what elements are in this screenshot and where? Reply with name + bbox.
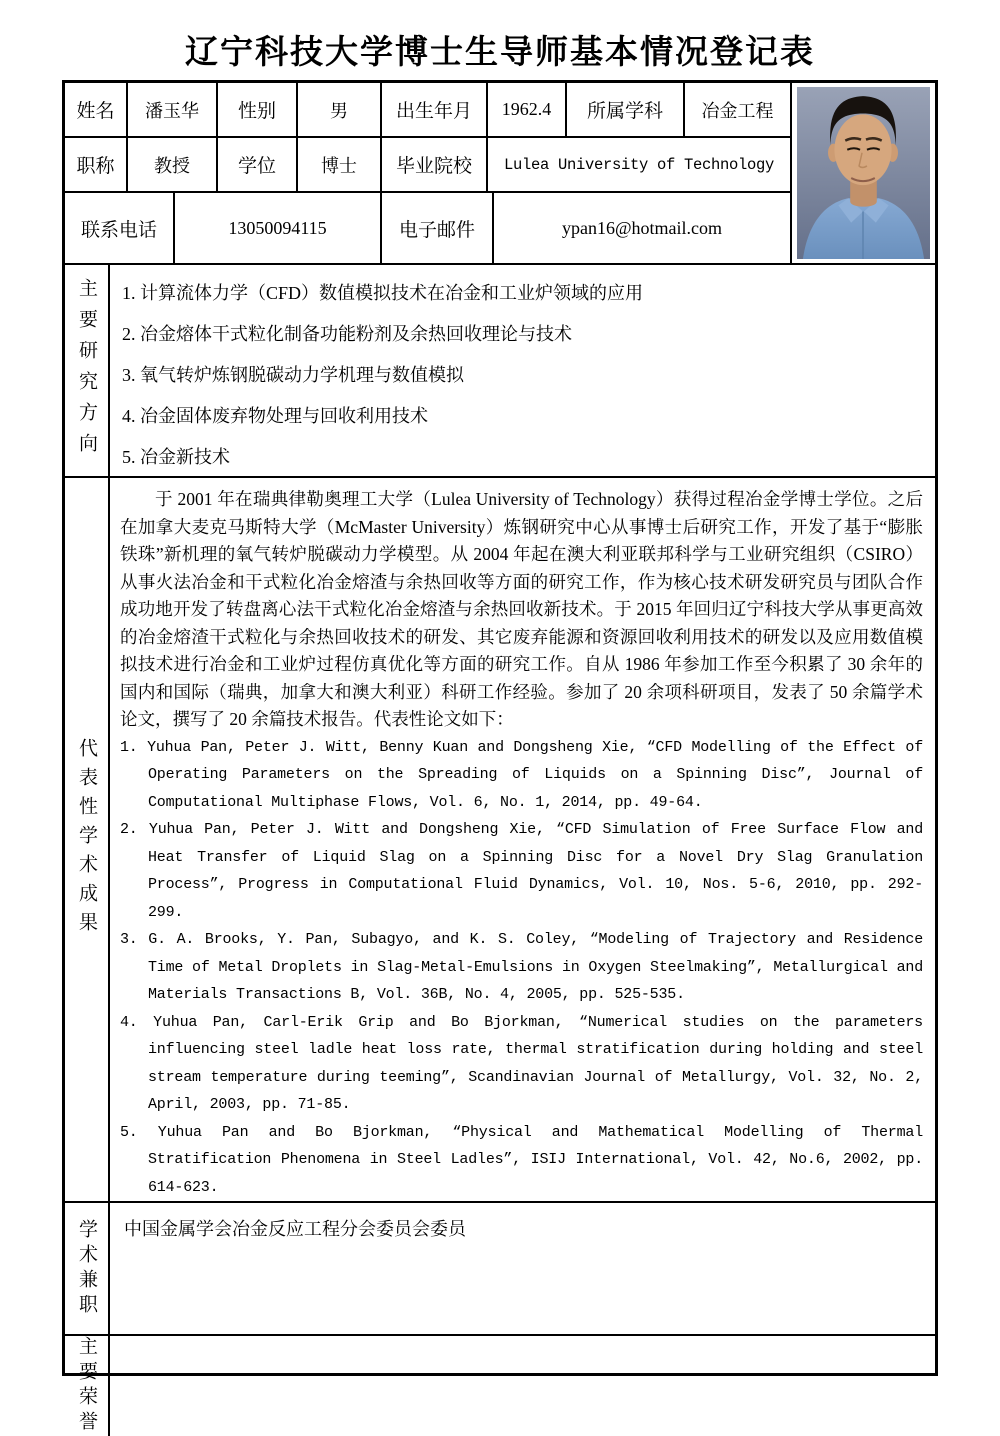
gender-value: 男 [298, 83, 382, 136]
research-item: 3. 氧气转炉炼钢脱碳动力学机理与数值模拟 [122, 364, 464, 385]
section-honors [65, 1334, 935, 1436]
photo-cell [790, 83, 935, 263]
publication-item: 5. Yuhua Pan and Bo Bjorkman, “Physical and Mathematical Modelling of Thermal Stratification Phenomena in Steel Ladles”, ISIJ International, Vol. 42, No.6, 2002, pp. 614-623. [120, 1123, 923, 1196]
page-title: 辽宁科技大学博士生导师基本情况登记表 [185, 35, 815, 71]
phone-label: 联系电话 [65, 193, 175, 263]
phone-value: 13050094115 [175, 193, 382, 263]
info-row-3 [65, 193, 790, 263]
section-label-positions: 学术兼职 [76, 1218, 97, 1319]
title-label: 职称 [65, 138, 128, 191]
publication-item: 3. G. A. Brooks, Y. Pan, Subagyo, and K. S. Coley, “Modeling of Trajectory and Residence Time of Metal Droplets in Slag-Metal-Emulsions in Oxygen Steelmaking”, Metallurgical and Materials Transactions B, Vol. 36B, No. 4, 2005, pp. 525-535. [120, 931, 923, 1003]
section-label-achievements: 代表性学术成果 [76, 738, 97, 941]
title-value: 教授 [128, 138, 218, 191]
research-item: 4. 冶金固体废弃物处理与回收利用技术 [122, 405, 428, 426]
section-positions [65, 1201, 935, 1334]
info-row-2 [65, 138, 790, 193]
birthdate-value: 1962.4 [488, 83, 567, 136]
name-value: 潘玉华 [128, 83, 218, 136]
discipline-label: 所属学科 [567, 83, 685, 136]
section-research [65, 263, 935, 476]
discipline-value: 冶金工程 [701, 100, 774, 121]
section-achievements [65, 476, 935, 1201]
publication-item: 1. Yuhua Pan, Peter J. Witt, Benny Kuan and Dongsheng Xie, “CFD Modelling of the Effect of Operating Parameters on the Spreading of Liquids on a Spinning Disc”, Journal of Computational Multiphase Flows, Vol. 6, No. 1, 2014, pp. 49-64. [120, 738, 923, 811]
name-label: 姓名 [65, 83, 128, 136]
research-item: 5. 冶金新技术 [122, 446, 230, 467]
birthdate-label: 出生年月 [382, 83, 488, 136]
research-item: 1. 计算流体力学（CFD）数值模拟技术在冶金和工业炉领域的应用 [122, 282, 644, 303]
basic-info-block [65, 83, 935, 263]
publication-item: 2. Yuhua Pan, Peter J. Witt and Dongsheng Xie, “CFD Simulation of Free Surface Flow and Heat Transfer of Liquid Slag on a Spinning Disc for a Novel Dry Slag Granulation Process”, Progress in Computational Fluid Dynamics, Vol. 10, Nos. 5-6, 2010, pp. 292-299. [120, 821, 923, 921]
gender-label: 性别 [218, 83, 298, 136]
alma-mater-value: Lulea University of Technology [503, 155, 775, 174]
section-label-honors: 主要荣誉 [76, 1336, 97, 1436]
research-item: 2. 冶金熔体干式粒化制备功能粉剂及余热回收理论与技术 [122, 323, 572, 344]
info-row-1 [65, 83, 790, 138]
section-label-research: 主要研究方向 [76, 277, 97, 464]
bio-paragraph: 于 2001 年在瑞典律勒奥理工大学（Lulea University of Technology）获得过程冶金学博士学位。之后在加拿大麦克马斯特大学（McMaster University）炼钢研究中心从事博士后研究工作，开发了基于“膨胀铁珠”新机理的氧气转炉脱碳动力学模型。从 2004 年起在澳大利亚联邦科学与工业研究组织（CSIRO）从事火法冶金和干式粒化冶金熔渣与余热回收等方面的研究工作，作为核心技术研发研究员与团队合作成功地开发了转盘离心法干式粒化冶金熔渣与余热回收新技术。于 2015 年回归辽宁科技大学从事更高效的冶金熔渣干式粒化与余热回收技术的研发、其它废弃能源和资源回收利用技术的研发以及应用数值模拟技术进行冶金和工业炉过程仿真优化等方面的研究工作。自从 1986 年参加工作至今积累了 30 余年的国内和国际（瑞典，加拿大和澳大利亚）科研工作经验。参加了 20 余项科研项目，发表了 50 余篇学术论文，撰写了 20 余篇技术报告。代表性论文如下： [120, 489, 923, 729]
degree-value: 博士 [298, 138, 382, 191]
positions-text: 中国金属学会冶金反应工程分会委员会委员 [124, 1219, 466, 1239]
alma-mater-label: 毕业院校 [382, 138, 488, 191]
publication-item: 4. Yuhua Pan, Carl-Erik Grip and Bo Bjorkman, “Numerical studies on the parameters influencing steel ladle heat loss rate, thermal stratification during holding and steel stream temperature during teeming”, Scandinavian Journal of Metallurgy, Vol. 32, No. 2, April, 2003, pp. 71-85. [120, 1013, 923, 1113]
portrait-photo [797, 87, 930, 259]
form-table [62, 80, 938, 1436]
email-label: 电子邮件 [382, 193, 494, 263]
email-value: ypan16@hotmail.com [561, 217, 723, 238]
degree-label: 学位 [218, 138, 298, 191]
